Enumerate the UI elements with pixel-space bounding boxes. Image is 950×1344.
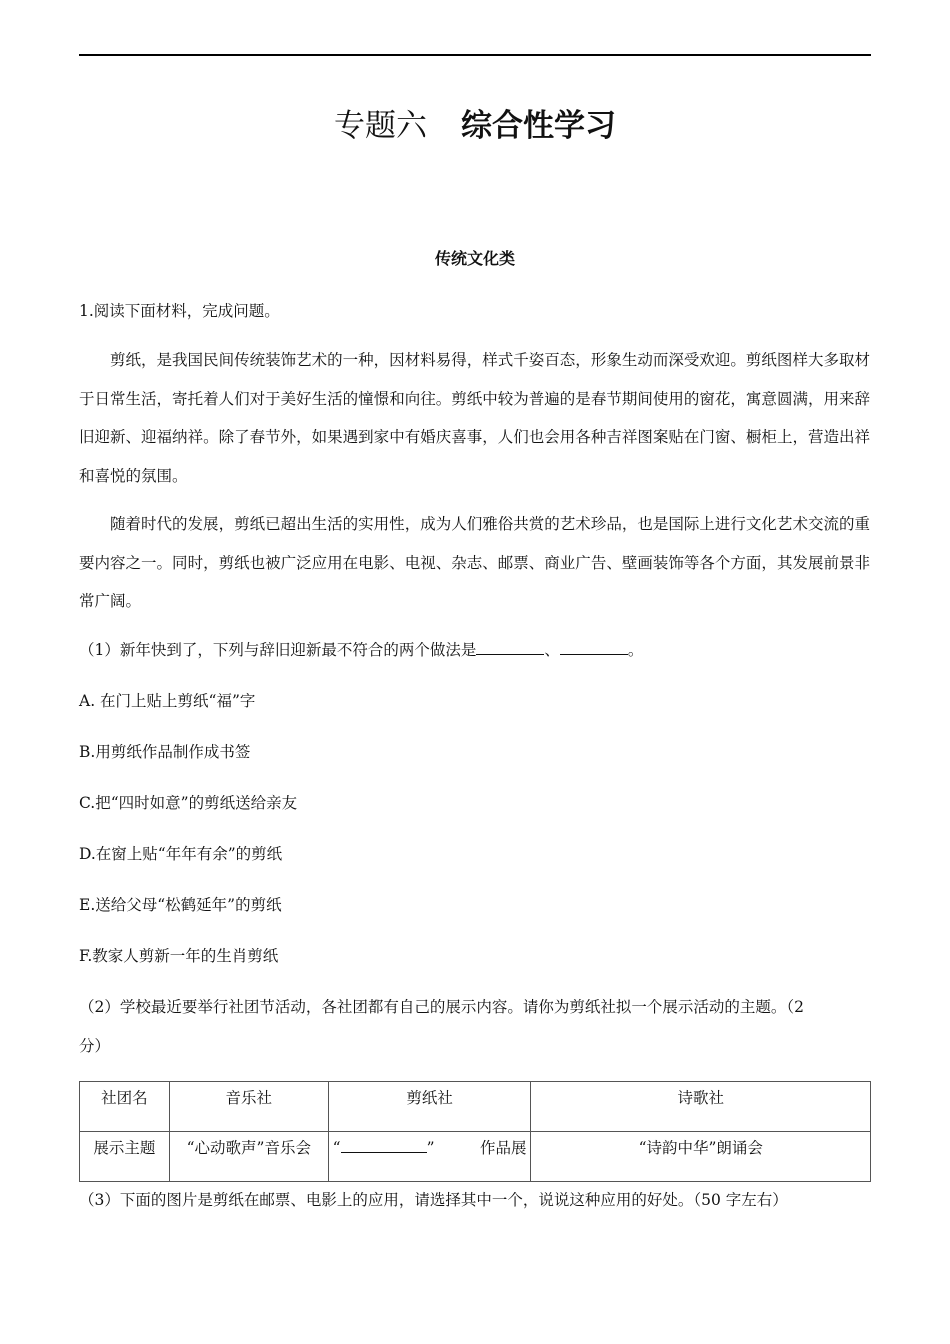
table-theme-row <box>80 1132 871 1182</box>
option-a: A. 在门上贴上剪纸“福”字 <box>79 692 256 710</box>
sub-question-1 <box>79 638 643 662</box>
title-part2: 综合性学习 <box>461 108 616 144</box>
page-title <box>0 104 950 148</box>
music-club-theme: “心动歌声”音乐会 <box>169 1132 328 1182</box>
quote-close: ” <box>426 1139 435 1157</box>
blank-separator: 、 <box>544 641 560 659</box>
papercut-theme-suffix: 作品展 <box>479 1139 527 1157</box>
material-paragraph-1: 剪纸，是我国民间传统装饰艺术的一种，因材料易得，样式千姿百态，形象生动而深受欢迎。剪纸图样大多取材于日常生活，寄托着人们对于美好生活的憧憬和向往。剪纸中较为普遍的是春节期间使用的窗花，寓意圆满，用来辞旧迎新、迎福纳祥。除了春节外，如果遇到家中有婚庆喜事，人们也会用各种吉祥图案贴在门窗、橱柜上，营造出祥和喜悦的氛围。 <box>79 351 870 486</box>
poetry-club-theme: “诗韵中华”朗诵会 <box>531 1132 871 1182</box>
table-header-row <box>80 1082 871 1132</box>
answer-blank-2[interactable] <box>560 638 628 655</box>
sub-question-1-prompt: （1）新年快到了，下列与辞旧迎新最不符合的两个做法是 <box>79 641 477 659</box>
option-b: B.用剪纸作品制作成书签 <box>79 743 251 761</box>
papercut-theme-blank[interactable] <box>341 1136 427 1153</box>
section-heading: 传统文化类 <box>434 249 515 268</box>
material-paragraph-2: 随着时代的发展，剪纸已超出生活的实用性，成为人们雅俗共赏的艺术珍品，也是国际上进行文化艺术交流的重要内容之一。同时，剪纸也被广泛应用在电影、电视、杂志、邮票、商业广告、壁画装饰等各个方面，其发展前景非常广阔。 <box>79 515 870 611</box>
title-part1: 专题六 <box>334 108 427 144</box>
sub-question-2-line1: （2）学校最近要举行社团节活动，各社团都有自己的展示内容。请你为剪纸社拟一个展示活动的主题。（2 <box>79 998 804 1016</box>
option-f: F.教家人剪新一年的生肖剪纸 <box>79 947 279 965</box>
header-club-name: 社团名 <box>80 1082 170 1132</box>
club-theme-table <box>79 1081 871 1182</box>
top-rule <box>79 54 871 56</box>
question-intro: 1.阅读下面材料，完成问题。 <box>79 302 280 320</box>
option-c: C.把“四时如意”的剪纸送给亲友 <box>79 794 298 812</box>
option-e: E.送给父母“松鹤延年”的剪纸 <box>79 896 282 914</box>
sub-question-2-line2: 分） <box>79 1037 111 1055</box>
answer-blank-1[interactable] <box>476 638 544 655</box>
papercut-club-theme <box>328 1132 531 1182</box>
row-label-theme: 展示主题 <box>80 1132 170 1182</box>
option-d: D.在窗上贴“年年有余”的剪纸 <box>79 845 283 863</box>
sub-question-1-end: 。 <box>627 641 644 659</box>
header-poetry-club: 诗歌社 <box>531 1082 871 1132</box>
header-papercut-club: 剪纸社 <box>328 1082 531 1132</box>
header-music-club: 音乐社 <box>169 1082 328 1132</box>
quote-open: “ <box>332 1139 341 1157</box>
sub-question-3: （3）下面的图片是剪纸在邮票、电影上的应用，请选择其中一个，说说这种应用的好处。（50 字左右） <box>79 1191 788 1209</box>
